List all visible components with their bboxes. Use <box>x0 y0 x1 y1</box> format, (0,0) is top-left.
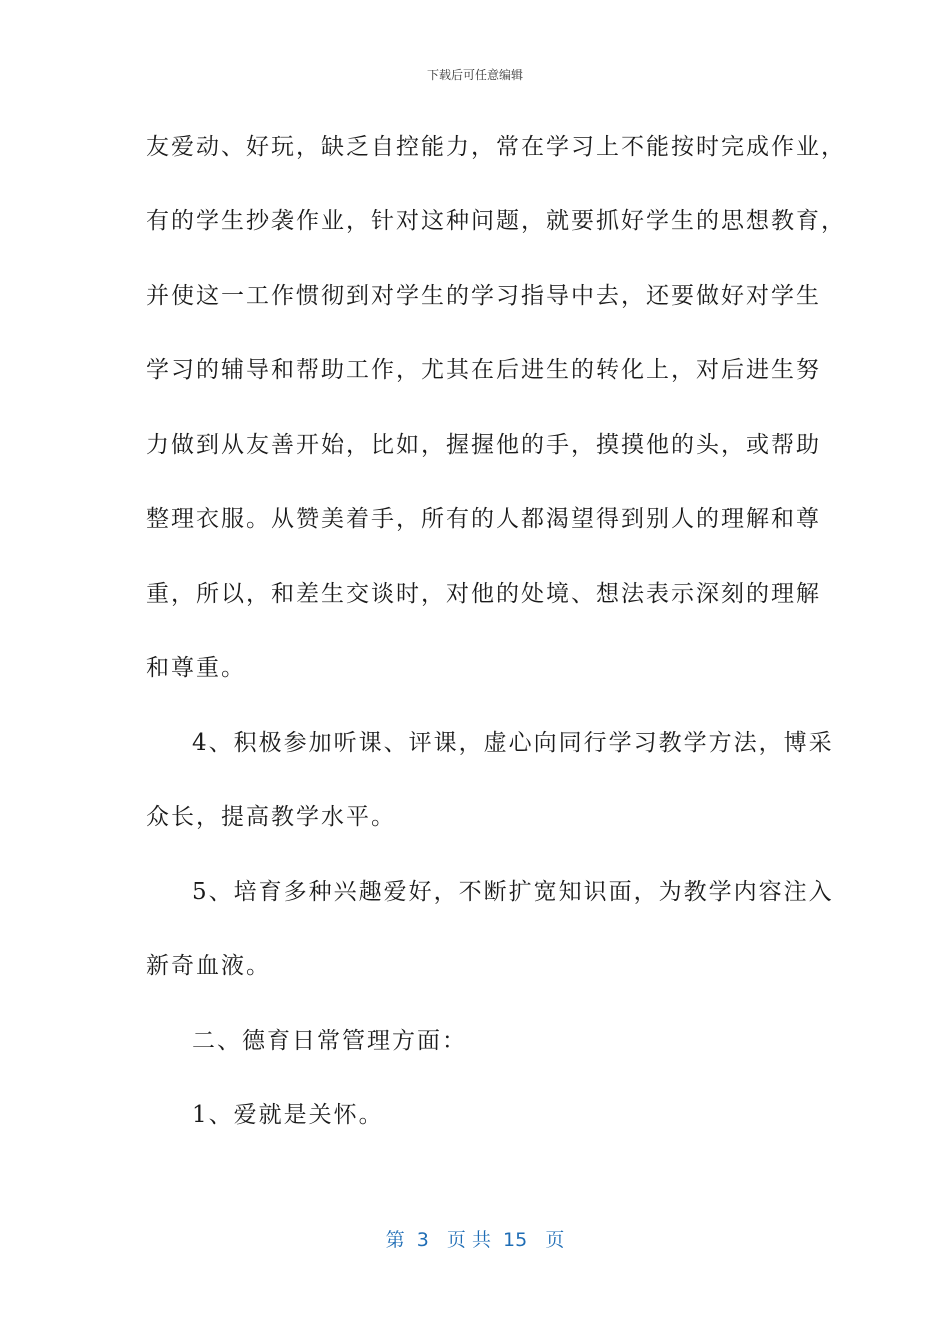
body-line-5: 力做到从友善开始，比如，握握他的手，摸摸他的头，或帮助 <box>146 432 821 458</box>
page-header: 下载后可任意编辑 <box>426 68 523 82</box>
body-line-1: 友爱动、好玩，缺乏自控能力，常在学习上不能按时完成作业， <box>146 134 846 160</box>
body-line-10: 众长，提高教学水平。 <box>146 804 396 830</box>
body-line-11: 5、培育多种兴趣爱好，不断扩宽知识面，为教学内容注入 <box>192 879 834 905</box>
body-line-6: 整理衣服。从赞美着手，所有的人都渴望得到别人的理解和尊 <box>146 506 821 532</box>
body-line-4: 学习的辅导和帮助工作，尤其在后进生的转化上，对后进生努 <box>146 357 821 383</box>
body-line-12: 新奇血液。 <box>146 953 271 979</box>
body-line-8: 和尊重。 <box>146 655 246 681</box>
body-line-3: 并使这一工作惯彻到对学生的学习指导中去，还要做好对学生 <box>146 283 821 309</box>
body-line-14: 1、爱就是关怀。 <box>192 1102 384 1128</box>
body-line-9: 4、积极参加听课、评课，虚心向同行学习教学方法，博采 <box>192 730 834 756</box>
body-line-2: 有的学生抄袭作业，针对这种问题，就要抓好学生的思想教育， <box>146 208 846 234</box>
section-heading: 二、德育日常管理方面： <box>192 1028 467 1054</box>
body-line-7: 重，所以，和差生交谈时，对他的处境、想法表示深刻的理解 <box>146 581 821 607</box>
page-number-footer: 第 3 页 共 15 页 <box>385 1229 565 1251</box>
